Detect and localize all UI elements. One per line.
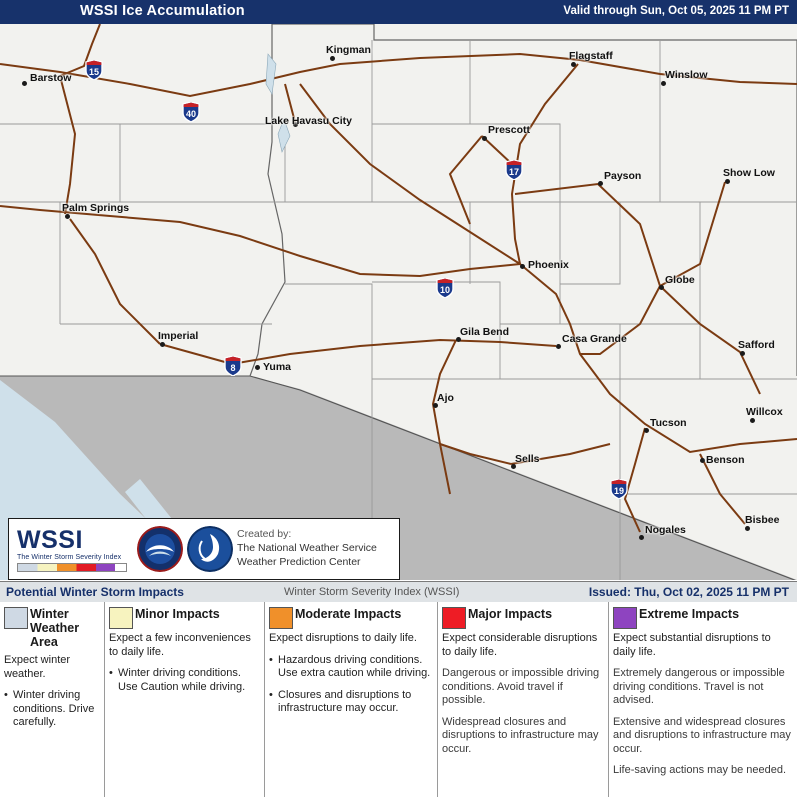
city-label: Willcox	[746, 406, 783, 418]
legend-swatch-major-impacts	[442, 607, 466, 629]
created-by-block	[237, 527, 377, 569]
legend-text: Life-saving actions may be needed.	[613, 764, 787, 776]
legend-swatch-moderate-impacts	[269, 607, 293, 629]
interstate-shield-15-label: 15	[88, 67, 99, 77]
city-label: Tucson	[650, 417, 687, 429]
legend-text: Expect disruptions to daily life.	[269, 632, 417, 644]
issued-text: Issued: Thu, Oct 02, 2025 11 PM PT	[588, 585, 789, 599]
legend-column-winter-weather-area	[0, 602, 105, 797]
legend-text: Expect winter weather.	[4, 654, 71, 680]
city-label: Show Low	[723, 167, 775, 179]
legend-text: Expect substantial disruptions to daily life.	[613, 632, 771, 658]
city-dot	[700, 458, 705, 463]
legend-body-moderate-impacts	[269, 632, 433, 724]
interstate-shield-10	[436, 278, 454, 298]
interstate-shield-40-label: 40	[185, 109, 196, 119]
legend-text: Expect considerable disruptions to daily life.	[442, 632, 598, 658]
legend-body-major-impacts	[442, 632, 604, 764]
city-dot	[639, 535, 644, 540]
created-by-line2: Weather Prediction Center	[237, 556, 361, 568]
legend-column-extreme-impacts	[609, 602, 797, 797]
impacts-header-title: Potential Winter Storm Impacts	[6, 585, 184, 599]
legend-text: Expect a few inconveniences to daily life.	[109, 632, 251, 658]
interstate-shield-17-label: 17	[508, 167, 519, 177]
city-label: Prescott	[488, 124, 531, 136]
legend-text: Widespread closures and disruptions to infrastructure may occur.	[442, 715, 599, 755]
city-dot	[65, 214, 70, 219]
legend-panel	[0, 602, 797, 797]
created-by-line1: The National Weather Service	[237, 542, 377, 554]
legend-column-major-impacts	[438, 602, 609, 797]
interstate-shield-19	[610, 479, 628, 499]
wssi-logo-subtitle: The Winter Storm Severity Index	[17, 554, 122, 561]
legend-body-minor-impacts	[109, 632, 260, 702]
interstate-shield-17	[505, 160, 523, 180]
interstate-shield-10-label: 10	[439, 285, 450, 295]
legend-swatch-extreme-impacts	[613, 607, 637, 629]
legend-text: • Winter driving conditions. Drive carefully.	[4, 689, 100, 730]
city-dot	[482, 136, 487, 141]
city-label: Gila Bend	[460, 326, 510, 338]
city-dot	[745, 526, 750, 531]
city-label: Nogales	[645, 524, 686, 536]
valid-through-text: Valid through Sun, Oct 05, 2025 11 PM PT	[563, 5, 789, 17]
city-dot	[520, 264, 525, 269]
city-label: Payson	[604, 170, 642, 182]
legend-title-winter-weather-area: Winter Weather Area	[30, 607, 80, 649]
interstate-shield-8-label: 8	[230, 363, 236, 373]
legend-swatch-winter-weather-area	[4, 607, 28, 629]
nws-seal-icon	[137, 526, 183, 572]
city-label: Flagstaff	[569, 50, 613, 62]
city-dot	[644, 428, 649, 433]
legend-column-minor-impacts	[105, 602, 265, 797]
city-dot	[740, 351, 745, 356]
city-dot	[255, 365, 260, 370]
credits-box	[8, 518, 400, 580]
city-dot	[330, 56, 335, 61]
city-dot	[160, 342, 165, 347]
city-label: Globe	[665, 274, 695, 286]
city-label: Benson	[706, 454, 745, 466]
legend-title-minor-impacts: Minor Impacts	[135, 607, 220, 621]
created-by-label: Created by:	[237, 528, 292, 540]
city-label: Sells	[515, 453, 540, 465]
city-dot	[598, 181, 603, 186]
city-dot	[22, 81, 27, 86]
city-dot	[661, 81, 666, 86]
legend-text: Extremely dangerous or impossible driving conditions. Travel is not advised.	[613, 667, 785, 706]
impacts-header-subtitle: Winter Storm Severity Index (WSSI)	[284, 586, 460, 598]
map-canvas[interactable]	[0, 24, 797, 580]
city-dot	[659, 285, 664, 290]
city-label: Lake Havasu City	[265, 115, 352, 127]
city-label: Phoenix	[528, 259, 569, 271]
city-label: Imperial	[158, 330, 199, 342]
city-label: Kingman	[326, 44, 371, 56]
wssi-logo-text: WSSI	[17, 526, 83, 554]
title-bar	[0, 0, 797, 24]
interstate-shield-8	[224, 356, 242, 376]
legend-column-moderate-impacts	[265, 602, 438, 797]
legend-text: • Closures and disruptions to infrastructure may occur.	[269, 689, 433, 716]
legend-text: Dangerous or impossible driving conditions. Avoid travel if possible.	[442, 667, 600, 706]
city-label: Bisbee	[745, 514, 780, 526]
noaa-seal-icon	[187, 526, 233, 572]
wssi-logo	[17, 527, 127, 571]
city-dot	[725, 179, 730, 184]
city-dot	[571, 62, 576, 67]
wssi-color-bar	[17, 563, 127, 572]
interstate-shield-40	[182, 102, 200, 122]
interstate-shield-15	[85, 60, 103, 80]
interstate-shield-19-label: 19	[613, 486, 624, 496]
city-label: Safford	[738, 339, 775, 351]
map-geometry	[0, 24, 797, 580]
legend-text: • Hazardous driving conditions. Use extra caution while driving.	[269, 654, 433, 681]
city-label: Palm Springs	[62, 202, 130, 214]
city-label: Winslow	[665, 69, 708, 81]
city-label: Barstow	[30, 72, 72, 84]
legend-text: Extensive and widespread closures and disruptions to infrastructure may occur.	[613, 715, 791, 755]
legend-title-extreme-impacts: Extreme Impacts	[639, 607, 740, 621]
legend-body-extreme-impacts	[613, 632, 793, 786]
city-label: Ajo	[437, 392, 454, 404]
page-title: WSSI Ice Accumulation	[80, 3, 245, 19]
city-label: Casa Grande	[562, 333, 627, 345]
legend-title-moderate-impacts: Moderate Impacts	[295, 607, 402, 621]
legend-text: • Winter driving conditions. Use Caution while driving.	[109, 667, 260, 694]
legend-swatch-minor-impacts	[109, 607, 133, 629]
city-label: Yuma	[263, 361, 292, 373]
impacts-header-bar	[0, 581, 797, 604]
legend-body-winter-weather-area	[4, 654, 100, 738]
city-dot	[556, 344, 561, 349]
city-dot	[750, 418, 755, 423]
legend-title-major-impacts: Major Impacts	[468, 607, 553, 621]
